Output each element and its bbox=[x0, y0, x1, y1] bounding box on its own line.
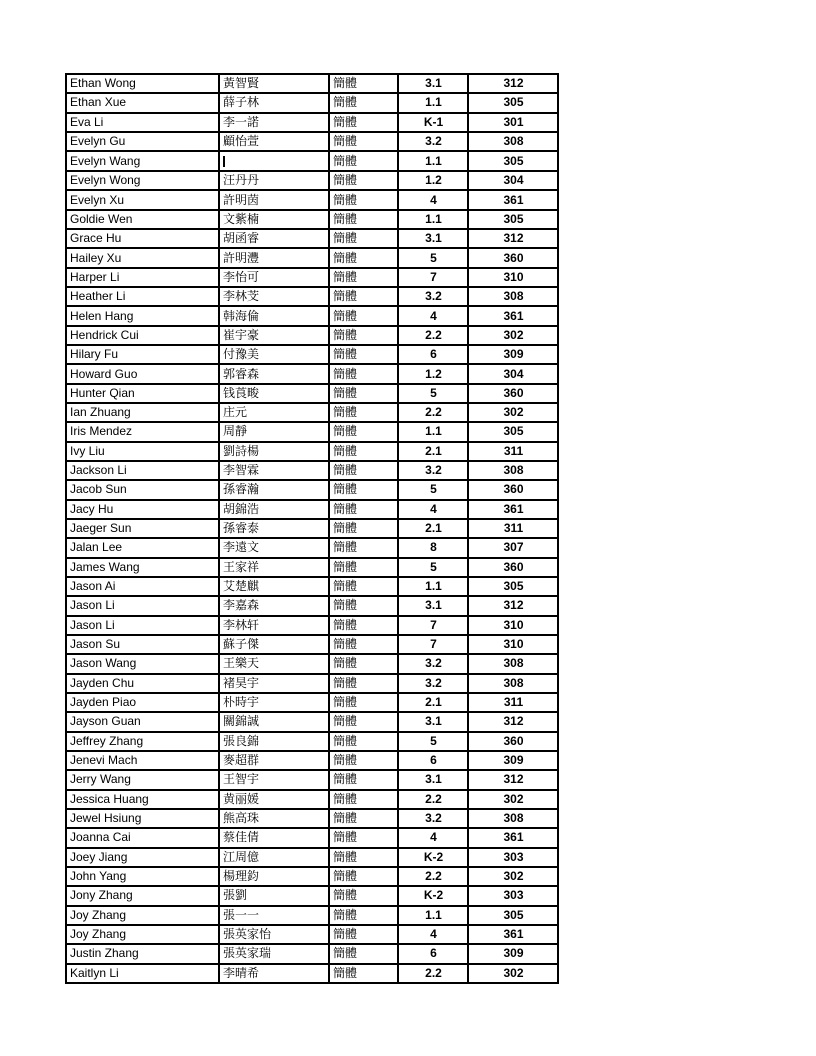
cell-script-type: 簡體 bbox=[329, 519, 398, 538]
cell-script-type: 簡體 bbox=[329, 461, 398, 480]
cell-class-code: 3.2 bbox=[398, 809, 468, 828]
cell-chinese-name: 李一諾 bbox=[219, 113, 329, 132]
cell-class-code: 3.1 bbox=[398, 712, 468, 731]
cell-chinese-name: 張良錦 bbox=[219, 732, 329, 751]
table-row bbox=[66, 732, 558, 751]
cell-chinese-name: 付豫美 bbox=[219, 345, 329, 364]
cell-class-code: 2.1 bbox=[398, 442, 468, 461]
table-row bbox=[66, 848, 558, 867]
cell-class-code: 3.1 bbox=[398, 74, 468, 93]
cell-english-name: Harper Li bbox=[66, 268, 219, 287]
cell-room-number: 308 bbox=[468, 674, 558, 693]
student-roster-body bbox=[66, 74, 558, 983]
cell-english-name: Jalan Lee bbox=[66, 538, 219, 557]
cell-english-name: Ethan Xue bbox=[66, 93, 219, 112]
cell-chinese-name: 顧怡萱 bbox=[219, 132, 329, 151]
cell-chinese-name: 韩海倫 bbox=[219, 306, 329, 325]
table-row bbox=[66, 712, 558, 731]
cell-chinese-name: 郭睿森 bbox=[219, 364, 329, 383]
cell-room-number: 308 bbox=[468, 132, 558, 151]
cell-chinese-name: 李林芠 bbox=[219, 287, 329, 306]
cell-chinese-name: 張英家怡 bbox=[219, 925, 329, 944]
cell-script-type: 簡體 bbox=[329, 925, 398, 944]
cell-room-number: 361 bbox=[468, 500, 558, 519]
cell-english-name: Jessica Huang bbox=[66, 790, 219, 809]
cell-chinese-name: 孫睿瀚 bbox=[219, 480, 329, 499]
table-row bbox=[66, 326, 558, 345]
cell-class-code: 2.1 bbox=[398, 519, 468, 538]
cell-chinese-name: 關錦誠 bbox=[219, 712, 329, 731]
cell-room-number: 308 bbox=[468, 461, 558, 480]
cell-chinese-name: 胡函睿 bbox=[219, 229, 329, 248]
cell-room-number: 305 bbox=[468, 151, 558, 171]
cell-english-name: Evelyn Wang bbox=[66, 151, 219, 171]
cell-chinese-name: 薛子林 bbox=[219, 93, 329, 112]
cell-english-name: Ian Zhuang bbox=[66, 403, 219, 422]
table-row bbox=[66, 886, 558, 905]
text-cursor-mark bbox=[223, 156, 225, 167]
cell-class-code: 5 bbox=[398, 384, 468, 403]
cell-class-code: 1.1 bbox=[398, 93, 468, 112]
cell-class-code: 7 bbox=[398, 616, 468, 635]
cell-script-type: 簡體 bbox=[329, 732, 398, 751]
table-row bbox=[66, 229, 558, 248]
cell-chinese-name: 李嘉森 bbox=[219, 596, 329, 615]
table-row bbox=[66, 403, 558, 422]
cell-room-number: 312 bbox=[468, 229, 558, 248]
table-row bbox=[66, 906, 558, 925]
cell-room-number: 302 bbox=[468, 964, 558, 983]
cell-english-name: Heather Li bbox=[66, 287, 219, 306]
cell-chinese-name: 張劉 bbox=[219, 886, 329, 905]
cell-english-name: Jacob Sun bbox=[66, 480, 219, 499]
cell-english-name: Evelyn Wong bbox=[66, 171, 219, 190]
cell-room-number: 361 bbox=[468, 828, 558, 847]
cell-script-type: 簡體 bbox=[329, 577, 398, 596]
cell-script-type: 簡體 bbox=[329, 306, 398, 325]
table-row bbox=[66, 519, 558, 538]
cell-class-code: 2.2 bbox=[398, 403, 468, 422]
cell-room-number: 312 bbox=[468, 596, 558, 615]
cell-script-type: 簡體 bbox=[329, 751, 398, 770]
cell-chinese-name: 蘇子傑 bbox=[219, 635, 329, 654]
table-row bbox=[66, 674, 558, 693]
cell-script-type: 簡體 bbox=[329, 964, 398, 983]
cell-english-name: Iris Mendez bbox=[66, 422, 219, 441]
table-row bbox=[66, 654, 558, 673]
cell-class-code: K-2 bbox=[398, 848, 468, 867]
cell-english-name: Jaeger Sun bbox=[66, 519, 219, 538]
cell-class-code: 2.2 bbox=[398, 964, 468, 983]
cell-chinese-name: 汪丹丹 bbox=[219, 171, 329, 190]
cell-script-type: 簡體 bbox=[329, 151, 398, 171]
cell-chinese-name: 張一一 bbox=[219, 906, 329, 925]
cell-room-number: 303 bbox=[468, 848, 558, 867]
table-row bbox=[66, 210, 558, 229]
cell-english-name: Grace Hu bbox=[66, 229, 219, 248]
table-row bbox=[66, 190, 558, 209]
cell-class-code: 7 bbox=[398, 268, 468, 287]
cell-script-type: 簡體 bbox=[329, 867, 398, 886]
cell-script-type: 簡體 bbox=[329, 93, 398, 112]
cell-english-name: Evelyn Xu bbox=[66, 190, 219, 209]
cell-script-type: 簡體 bbox=[329, 345, 398, 364]
cell-script-type: 簡體 bbox=[329, 384, 398, 403]
cell-chinese-name: 張英家瑞 bbox=[219, 944, 329, 963]
cell-room-number: 305 bbox=[468, 93, 558, 112]
cell-script-type: 簡體 bbox=[329, 848, 398, 867]
cell-room-number: 310 bbox=[468, 635, 558, 654]
cell-script-type: 簡體 bbox=[329, 616, 398, 635]
cell-script-type: 簡體 bbox=[329, 326, 398, 345]
cell-english-name: James Wang bbox=[66, 558, 219, 577]
cell-class-code: 3.2 bbox=[398, 132, 468, 151]
cell-script-type: 簡體 bbox=[329, 229, 398, 248]
cell-chinese-name: 江周億 bbox=[219, 848, 329, 867]
cell-script-type: 簡體 bbox=[329, 712, 398, 731]
cell-room-number: 360 bbox=[468, 480, 558, 499]
cell-room-number: 310 bbox=[468, 616, 558, 635]
cell-room-number: 304 bbox=[468, 171, 558, 190]
cell-room-number: 360 bbox=[468, 732, 558, 751]
cell-room-number: 361 bbox=[468, 190, 558, 209]
cell-room-number: 309 bbox=[468, 345, 558, 364]
table-row bbox=[66, 151, 558, 171]
cell-class-code: 3.1 bbox=[398, 596, 468, 615]
cell-class-code: 4 bbox=[398, 925, 468, 944]
cell-class-code: 4 bbox=[398, 500, 468, 519]
table-row bbox=[66, 364, 558, 383]
cell-room-number: 302 bbox=[468, 867, 558, 886]
cell-chinese-name: 朴時宇 bbox=[219, 693, 329, 712]
cell-script-type: 簡體 bbox=[329, 500, 398, 519]
cell-chinese-name: 許明茵 bbox=[219, 190, 329, 209]
cell-class-code: 1.2 bbox=[398, 171, 468, 190]
cell-script-type: 簡體 bbox=[329, 248, 398, 267]
cell-room-number: 312 bbox=[468, 770, 558, 789]
cell-script-type: 簡體 bbox=[329, 828, 398, 847]
cell-class-code: 1.1 bbox=[398, 906, 468, 925]
cell-english-name: Jason Su bbox=[66, 635, 219, 654]
cell-script-type: 簡體 bbox=[329, 210, 398, 229]
cell-class-code: 1.1 bbox=[398, 210, 468, 229]
cell-class-code: 3.1 bbox=[398, 770, 468, 789]
cell-room-number: 308 bbox=[468, 654, 558, 673]
cell-chinese-name: 李智霖 bbox=[219, 461, 329, 480]
cell-room-number: 312 bbox=[468, 74, 558, 93]
cell-room-number: 360 bbox=[468, 558, 558, 577]
table-row bbox=[66, 964, 558, 983]
cell-script-type: 簡體 bbox=[329, 268, 398, 287]
cell-chinese-name: 黃智賢 bbox=[219, 74, 329, 93]
cell-room-number: 305 bbox=[468, 210, 558, 229]
cell-room-number: 308 bbox=[468, 287, 558, 306]
cell-english-name: Helen Hang bbox=[66, 306, 219, 325]
table-row bbox=[66, 461, 558, 480]
table-row bbox=[66, 132, 558, 151]
table-row bbox=[66, 422, 558, 441]
cell-chinese-name: 艾楚麒 bbox=[219, 577, 329, 596]
cell-class-code: K-2 bbox=[398, 886, 468, 905]
table-row bbox=[66, 442, 558, 461]
cell-class-code: 3.2 bbox=[398, 287, 468, 306]
cell-chinese-name: 周靜 bbox=[219, 422, 329, 441]
cell-script-type: 簡體 bbox=[329, 132, 398, 151]
cell-english-name: Justin Zhang bbox=[66, 944, 219, 963]
cell-chinese-name: 麥超群 bbox=[219, 751, 329, 770]
cell-chinese-name bbox=[219, 151, 329, 171]
cell-chinese-name: 褚昊宇 bbox=[219, 674, 329, 693]
cell-room-number: 303 bbox=[468, 886, 558, 905]
cell-chinese-name: 李遠文 bbox=[219, 538, 329, 557]
cell-class-code: 6 bbox=[398, 751, 468, 770]
table-row bbox=[66, 925, 558, 944]
cell-room-number: 302 bbox=[468, 790, 558, 809]
cell-room-number: 360 bbox=[468, 384, 558, 403]
table-row bbox=[66, 944, 558, 963]
table-row bbox=[66, 867, 558, 886]
cell-script-type: 簡體 bbox=[329, 596, 398, 615]
cell-room-number: 304 bbox=[468, 364, 558, 383]
cell-chinese-name: 文紫楠 bbox=[219, 210, 329, 229]
table-row bbox=[66, 384, 558, 403]
cell-script-type: 簡體 bbox=[329, 113, 398, 132]
cell-english-name: Ivy Liu bbox=[66, 442, 219, 461]
cell-script-type: 簡體 bbox=[329, 364, 398, 383]
cell-english-name: Jewel Hsiung bbox=[66, 809, 219, 828]
cell-class-code: 4 bbox=[398, 828, 468, 847]
cell-room-number: 312 bbox=[468, 712, 558, 731]
cell-class-code: 6 bbox=[398, 944, 468, 963]
table-row bbox=[66, 635, 558, 654]
table-row bbox=[66, 558, 558, 577]
cell-script-type: 簡體 bbox=[329, 693, 398, 712]
cell-room-number: 302 bbox=[468, 326, 558, 345]
cell-room-number: 305 bbox=[468, 906, 558, 925]
cell-script-type: 簡體 bbox=[329, 171, 398, 190]
table-row bbox=[66, 790, 558, 809]
cell-chinese-name: 李怡可 bbox=[219, 268, 329, 287]
cell-script-type: 簡體 bbox=[329, 538, 398, 557]
cell-class-code: 2.2 bbox=[398, 790, 468, 809]
cell-class-code: 3.2 bbox=[398, 654, 468, 673]
table-row bbox=[66, 248, 558, 267]
cell-english-name: Joy Zhang bbox=[66, 906, 219, 925]
cell-script-type: 簡體 bbox=[329, 886, 398, 905]
student-roster bbox=[65, 73, 557, 984]
cell-english-name: Jacy Hu bbox=[66, 500, 219, 519]
table-row bbox=[66, 306, 558, 325]
cell-script-type: 簡體 bbox=[329, 190, 398, 209]
table-row bbox=[66, 693, 558, 712]
table-row bbox=[66, 113, 558, 132]
cell-chinese-name: 許明灃 bbox=[219, 248, 329, 267]
cell-script-type: 簡體 bbox=[329, 442, 398, 461]
cell-class-code: 1.1 bbox=[398, 151, 468, 171]
student-roster-table bbox=[65, 73, 559, 984]
cell-room-number: 305 bbox=[468, 577, 558, 596]
cell-english-name: Eva Li bbox=[66, 113, 219, 132]
cell-room-number: 311 bbox=[468, 693, 558, 712]
cell-english-name: Jony Zhang bbox=[66, 886, 219, 905]
cell-chinese-name: 王智宇 bbox=[219, 770, 329, 789]
cell-class-code: 4 bbox=[398, 306, 468, 325]
cell-script-type: 簡體 bbox=[329, 287, 398, 306]
table-row bbox=[66, 171, 558, 190]
cell-english-name: Jason Li bbox=[66, 596, 219, 615]
cell-room-number: 301 bbox=[468, 113, 558, 132]
cell-class-code: 5 bbox=[398, 732, 468, 751]
table-row bbox=[66, 287, 558, 306]
cell-english-name: Hilary Fu bbox=[66, 345, 219, 364]
cell-room-number: 308 bbox=[468, 809, 558, 828]
cell-class-code: 5 bbox=[398, 248, 468, 267]
cell-class-code: 4 bbox=[398, 190, 468, 209]
cell-chinese-name: 钱莨畯 bbox=[219, 384, 329, 403]
cell-english-name: Evelyn Gu bbox=[66, 132, 219, 151]
cell-room-number: 311 bbox=[468, 442, 558, 461]
table-row bbox=[66, 268, 558, 287]
cell-script-type: 簡體 bbox=[329, 422, 398, 441]
cell-script-type: 簡體 bbox=[329, 74, 398, 93]
cell-script-type: 簡體 bbox=[329, 809, 398, 828]
cell-script-type: 簡體 bbox=[329, 403, 398, 422]
cell-script-type: 簡體 bbox=[329, 480, 398, 499]
table-row bbox=[66, 809, 558, 828]
cell-chinese-name: 胡錦浩 bbox=[219, 500, 329, 519]
cell-class-code: 5 bbox=[398, 480, 468, 499]
cell-english-name: Jayson Guan bbox=[66, 712, 219, 731]
cell-english-name: John Yang bbox=[66, 867, 219, 886]
table-row bbox=[66, 616, 558, 635]
table-row bbox=[66, 500, 558, 519]
table-row bbox=[66, 74, 558, 93]
cell-english-name: Jayden Piao bbox=[66, 693, 219, 712]
cell-script-type: 簡體 bbox=[329, 558, 398, 577]
cell-room-number: 310 bbox=[468, 268, 558, 287]
cell-chinese-name: 劉詩楊 bbox=[219, 442, 329, 461]
table-row bbox=[66, 345, 558, 364]
cell-english-name: Jason Li bbox=[66, 616, 219, 635]
table-row bbox=[66, 751, 558, 770]
cell-class-code: 1.1 bbox=[398, 422, 468, 441]
cell-english-name: Hailey Xu bbox=[66, 248, 219, 267]
cell-english-name: Jeffrey Zhang bbox=[66, 732, 219, 751]
cell-english-name: Joey Jiang bbox=[66, 848, 219, 867]
cell-class-code: 5 bbox=[398, 558, 468, 577]
cell-english-name: Jerry Wang bbox=[66, 770, 219, 789]
cell-chinese-name: 李林轩 bbox=[219, 616, 329, 635]
cell-class-code: 6 bbox=[398, 345, 468, 364]
cell-room-number: 307 bbox=[468, 538, 558, 557]
cell-chinese-name: 王樂天 bbox=[219, 654, 329, 673]
cell-chinese-name: 李晴希 bbox=[219, 964, 329, 983]
cell-class-code: 3.2 bbox=[398, 461, 468, 480]
cell-chinese-name: 王家祥 bbox=[219, 558, 329, 577]
cell-chinese-name: 孫睿泰 bbox=[219, 519, 329, 538]
cell-script-type: 簡體 bbox=[329, 906, 398, 925]
table-row bbox=[66, 828, 558, 847]
cell-room-number: 360 bbox=[468, 248, 558, 267]
cell-script-type: 簡體 bbox=[329, 635, 398, 654]
table-row bbox=[66, 538, 558, 557]
cell-chinese-name: 熊高珠 bbox=[219, 809, 329, 828]
cell-chinese-name: 楊理鈞 bbox=[219, 867, 329, 886]
cell-english-name: Hunter Qian bbox=[66, 384, 219, 403]
cell-english-name: Jackson Li bbox=[66, 461, 219, 480]
cell-class-code: 7 bbox=[398, 635, 468, 654]
cell-room-number: 309 bbox=[468, 944, 558, 963]
cell-english-name: Kaitlyn Li bbox=[66, 964, 219, 983]
cell-class-code: 1.2 bbox=[398, 364, 468, 383]
cell-class-code: 2.1 bbox=[398, 693, 468, 712]
cell-room-number: 361 bbox=[468, 925, 558, 944]
table-row bbox=[66, 577, 558, 596]
cell-room-number: 302 bbox=[468, 403, 558, 422]
cell-english-name: Goldie Wen bbox=[66, 210, 219, 229]
cell-script-type: 簡體 bbox=[329, 944, 398, 963]
cell-room-number: 309 bbox=[468, 751, 558, 770]
cell-script-type: 簡體 bbox=[329, 674, 398, 693]
cell-english-name: Jenevi Mach bbox=[66, 751, 219, 770]
cell-room-number: 311 bbox=[468, 519, 558, 538]
cell-chinese-name: 黄丽媛 bbox=[219, 790, 329, 809]
cell-script-type: 簡體 bbox=[329, 654, 398, 673]
table-row bbox=[66, 480, 558, 499]
table-row bbox=[66, 93, 558, 112]
cell-script-type: 簡體 bbox=[329, 770, 398, 789]
cell-script-type: 簡體 bbox=[329, 790, 398, 809]
cell-english-name: Howard Guo bbox=[66, 364, 219, 383]
cell-room-number: 361 bbox=[468, 306, 558, 325]
cell-class-code: K-1 bbox=[398, 113, 468, 132]
cell-class-code: 8 bbox=[398, 538, 468, 557]
cell-english-name: Jason Wang bbox=[66, 654, 219, 673]
cell-class-code: 1.1 bbox=[398, 577, 468, 596]
cell-english-name: Joy Zhang bbox=[66, 925, 219, 944]
cell-class-code: 2.2 bbox=[398, 326, 468, 345]
cell-class-code: 3.2 bbox=[398, 674, 468, 693]
table-row bbox=[66, 596, 558, 615]
cell-class-code: 3.1 bbox=[398, 229, 468, 248]
cell-english-name: Joanna Cai bbox=[66, 828, 219, 847]
cell-chinese-name: 蔡佳倩 bbox=[219, 828, 329, 847]
cell-class-code: 2.2 bbox=[398, 867, 468, 886]
cell-chinese-name: 庄元 bbox=[219, 403, 329, 422]
cell-english-name: Jason Ai bbox=[66, 577, 219, 596]
cell-english-name: Hendrick Cui bbox=[66, 326, 219, 345]
cell-room-number: 305 bbox=[468, 422, 558, 441]
table-row bbox=[66, 770, 558, 789]
cell-english-name: Ethan Wong bbox=[66, 74, 219, 93]
cell-english-name: Jayden Chu bbox=[66, 674, 219, 693]
cell-chinese-name: 崔宇豪 bbox=[219, 326, 329, 345]
